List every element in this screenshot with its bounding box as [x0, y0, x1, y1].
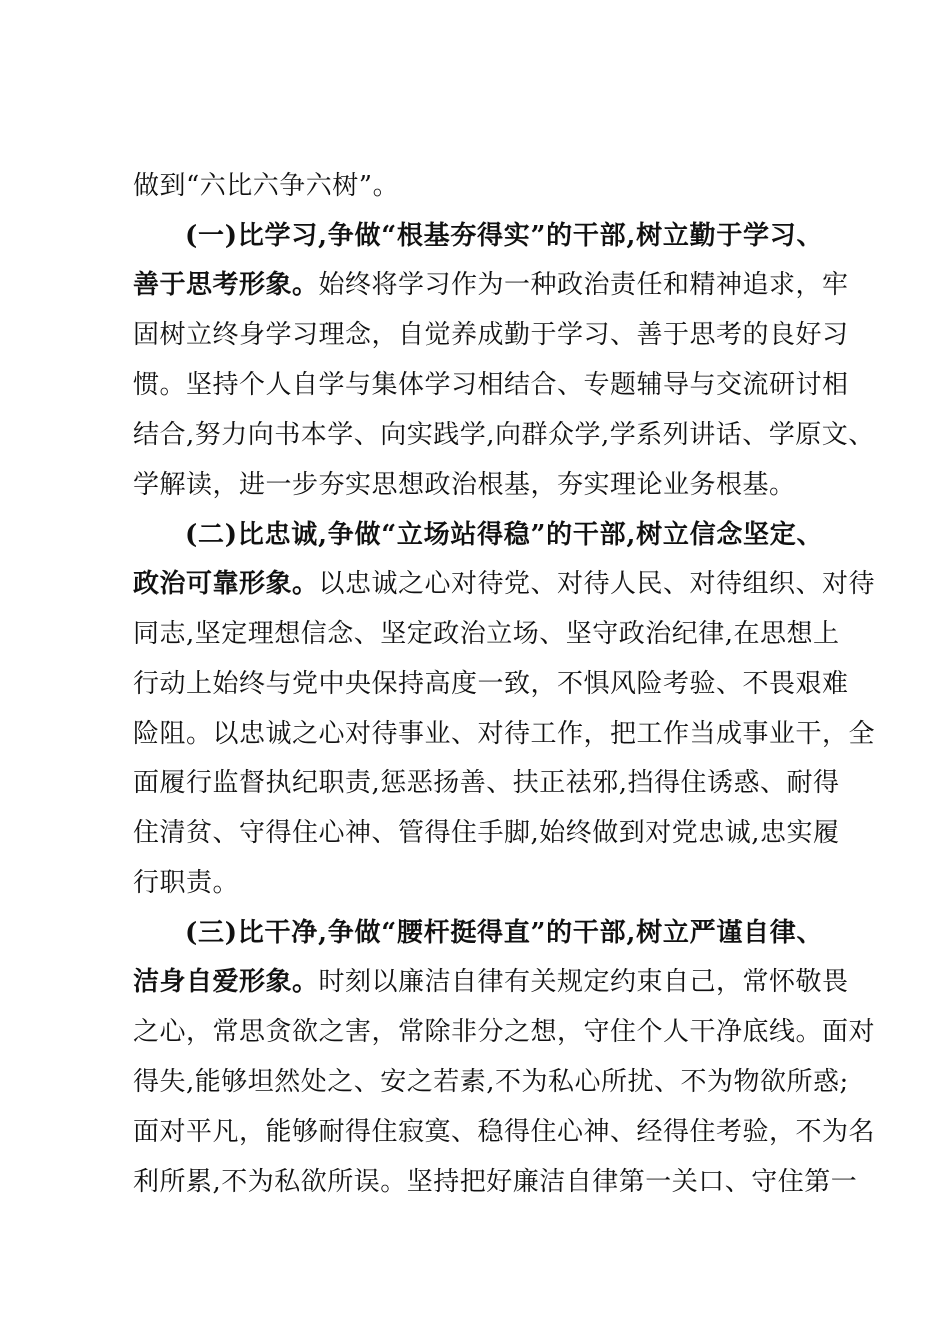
section-3-heading: (三)比干净,争做“腰杆挺得直”的干部,树立严谨自律、	[185, 918, 823, 948]
section-2-heading: (二)比忠诚,争做“立场站得稳”的干部,树立信念坚定、	[185, 520, 823, 550]
intro-line: 做到“六比六争六树”。	[133, 171, 400, 201]
section-1-line-3: 惯。坚持个人自学与集体学习相结合、专题辅导与交流研讨相	[133, 370, 849, 400]
section-3-line-2: 之心，常思贪欲之害，常除非分之想，守住个人干净底线。面对	[133, 1017, 876, 1047]
section-3-line-1	[133, 958, 849, 1007]
section-1-line-2: 固树立终身学习理念，自觉养成勤于学习、善于思考的良好习	[133, 320, 849, 350]
section-2-line-2: 同志,坚定理想信念、坚定政治立场、坚守政治纪律,在思想上	[133, 619, 840, 649]
section-3-heading-end: 洁身自爱形象。	[133, 967, 319, 997]
section-3-line-5: 利所累,不为私欲所误。坚持把好廉洁自律第一关口、守住第一	[133, 1167, 858, 1197]
section-2-line-3: 行动上始终与党中央保持高度一致，不惧风险考验、不畏艰难	[133, 669, 849, 699]
section-2-line-6: 住清贫、守得住心神、管得住手脚,始终做到对党忠诚,忠实履	[133, 818, 840, 848]
section-2-line-1	[133, 560, 876, 609]
section-2-text: 以忠诚之心对待党、对待人民、对待组织、对待	[318, 569, 876, 599]
section-3-line-3: 得失,能够坦然处之、安之若素,不为私心所扰、不为物欲所惑;	[133, 1067, 849, 1097]
section-1-line-4: 结合,努力向书本学、向实践学,向群众学,学系列讲话、学原文、	[133, 420, 875, 450]
section-1-line-1	[133, 261, 849, 310]
section-3-text: 时刻以廉洁自律有关规定约束自己，常怀敬畏	[318, 967, 849, 997]
section-2-line-5: 面履行监督执纪职责,惩恶扬善、扶正祛邪,挡得住诱惑、耐得	[133, 768, 840, 798]
section-2-heading-end: 政治可靠形象。	[133, 569, 319, 599]
section-2-line-7: 行职责。	[133, 868, 240, 898]
section-1-heading: (一)比学习,争做“根基夯得实”的干部,树立勤于学习、	[185, 221, 823, 251]
section-1-line-5: 学解读，进一步夯实思想政治根基，夯实理论业务根基。	[133, 470, 796, 500]
section-1-text: 始终将学习作为一种政治责任和精神追求，牢	[318, 270, 849, 300]
section-2-line-4: 险阻。以忠诚之心对待事业、对待工作，把工作当成事业干，全	[133, 719, 876, 749]
section-1-heading-end: 善于思考形象。	[133, 270, 319, 300]
section-3-line-4: 面对平凡，能够耐得住寂寞、稳得住心神、经得住考验，不为名	[133, 1117, 876, 1147]
